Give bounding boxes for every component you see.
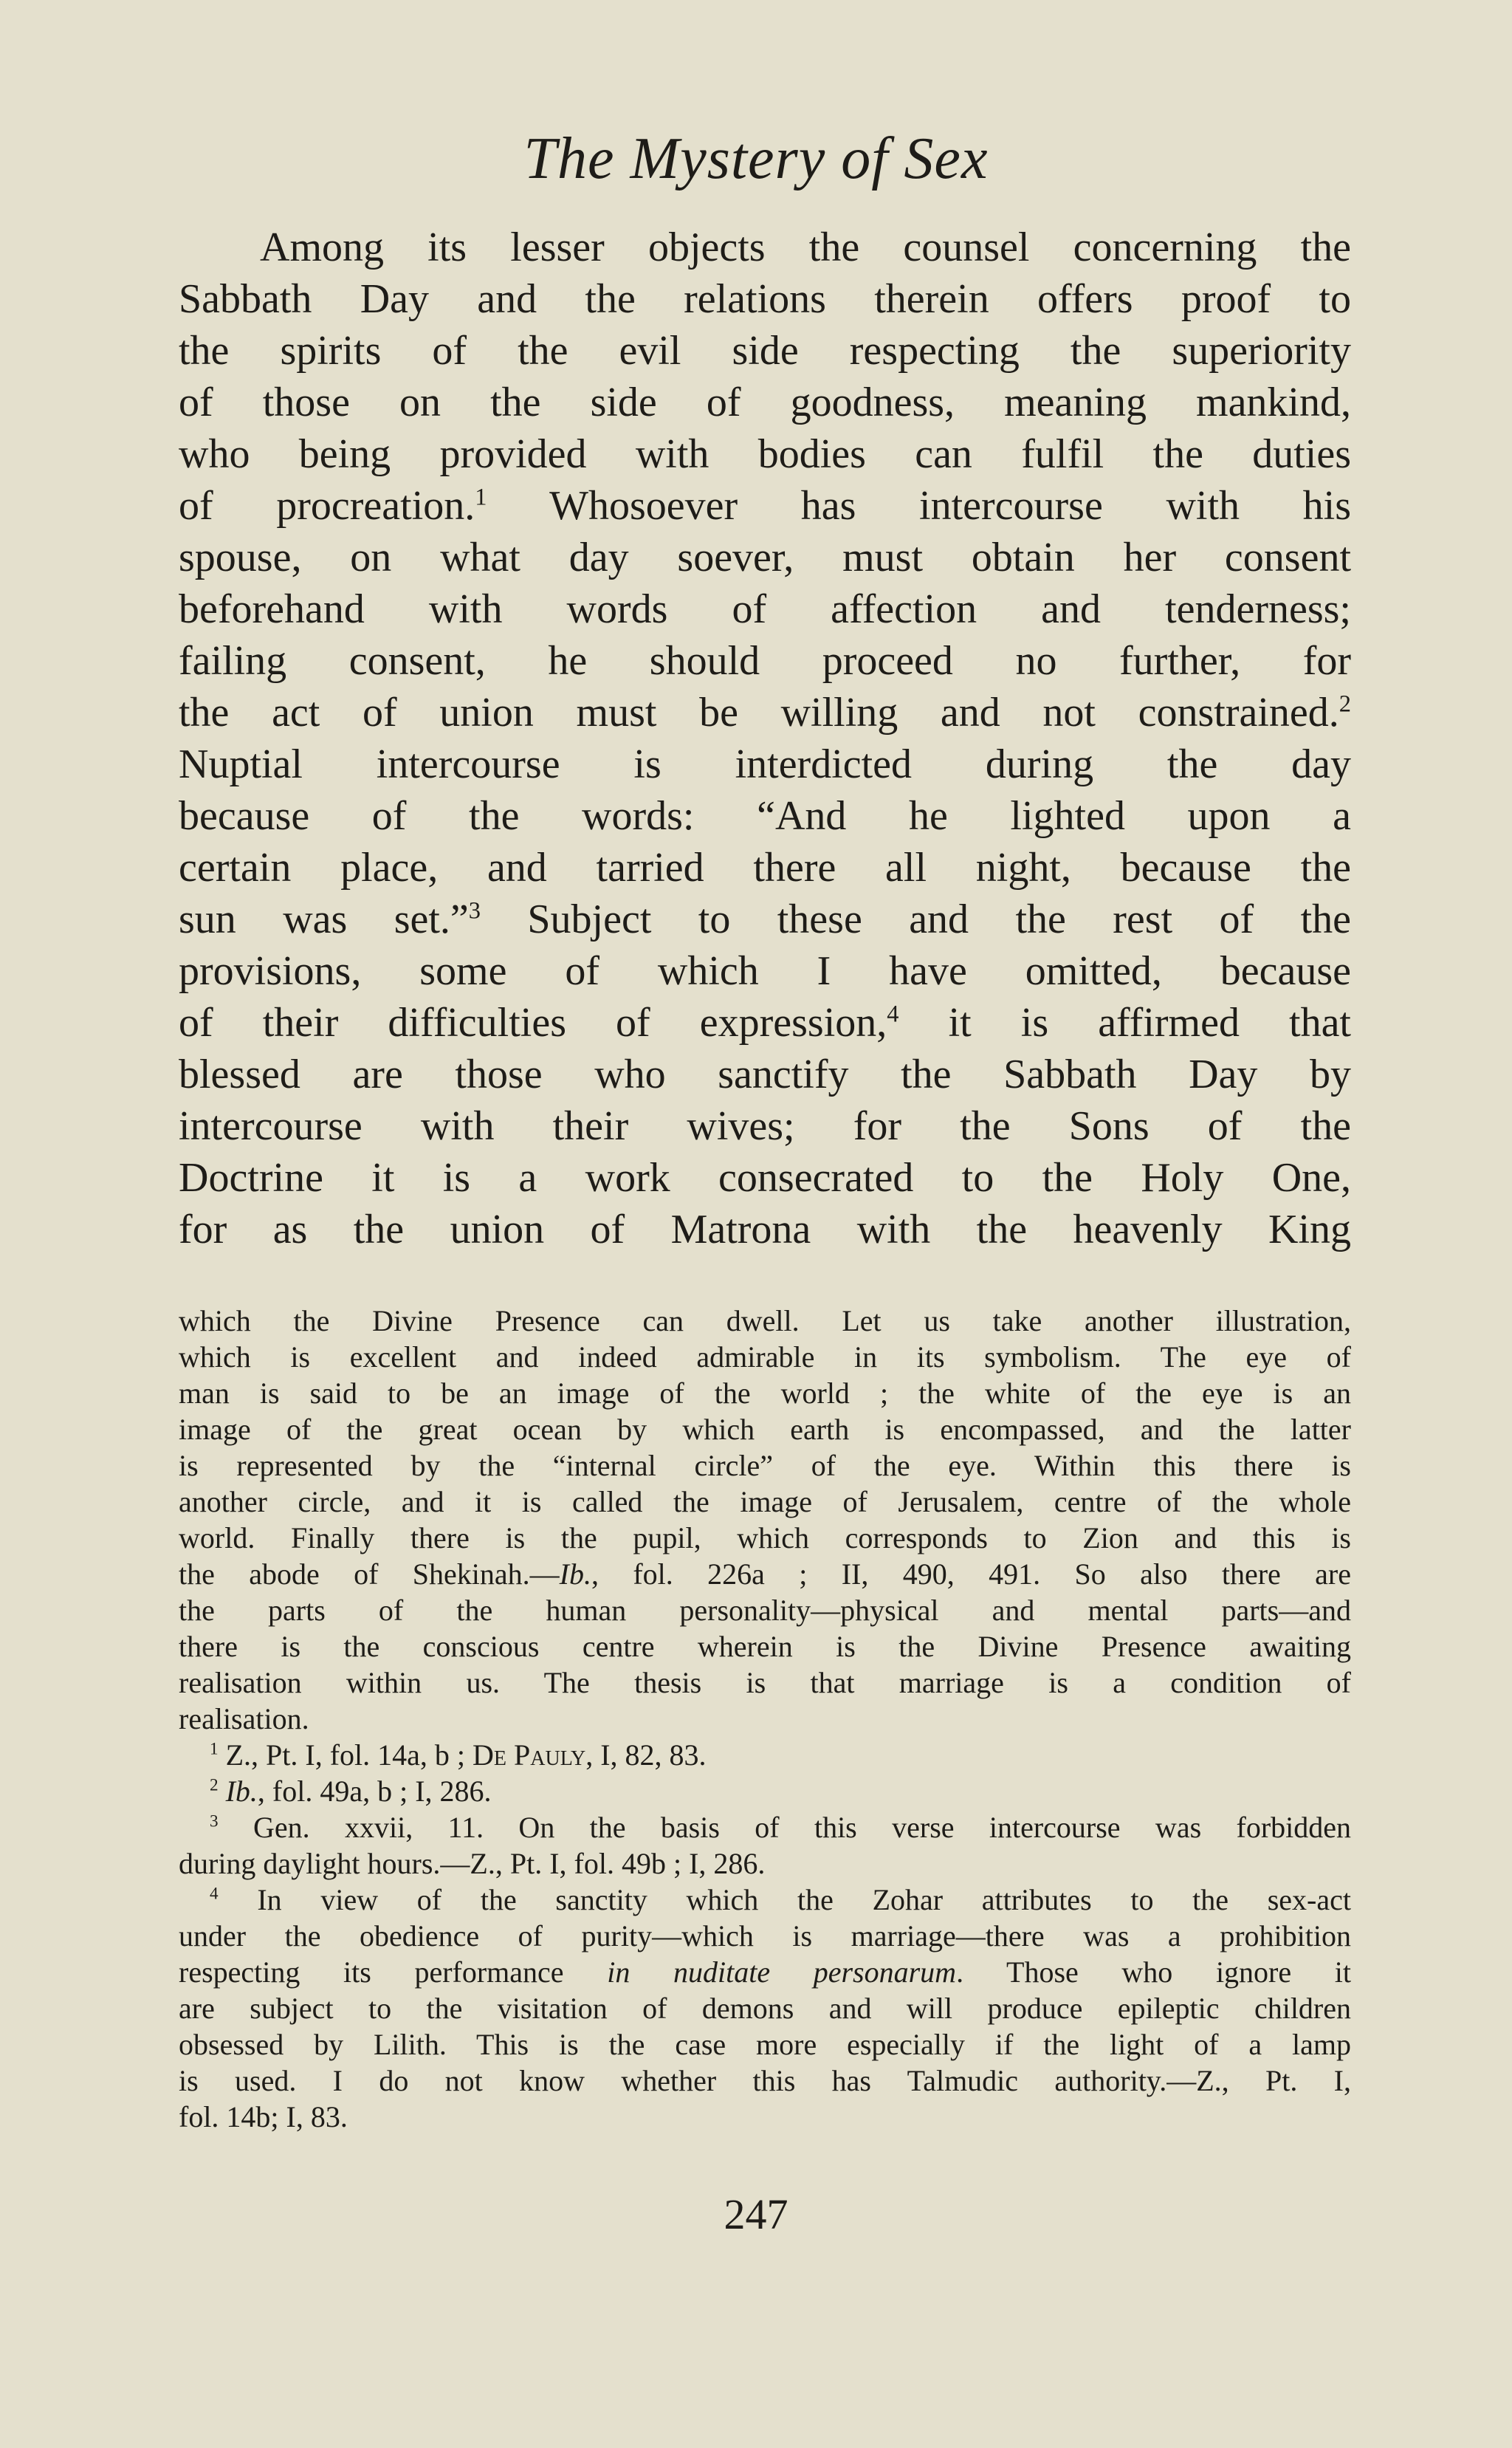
text-line: Doctrine it is a work consecrated to the Holy One, bbox=[179, 1155, 1351, 1201]
text-line: failing consent, he should proceed no further, for bbox=[179, 638, 1351, 684]
text-line bbox=[179, 997, 1351, 1049]
note-segment: the abode of Shekinah.— bbox=[179, 1557, 560, 1591]
note-segment: . Those who ignore it bbox=[956, 1955, 1352, 1989]
text-line: Among its lesser objects the counsel concerning the bbox=[260, 224, 1351, 270]
text-line: provisions, some of which I have omitted, because bbox=[179, 948, 1351, 994]
note-segment: respecting its performance bbox=[179, 1955, 608, 1989]
footnote-1 bbox=[179, 1737, 1351, 1773]
text-segment: of their difficulties of expression, bbox=[179, 1000, 887, 1046]
text-line: beforehand with words of affection and tenderness; bbox=[179, 586, 1351, 632]
note-line: there is the conscious centre wherein is the Divine Presence awaiting bbox=[179, 1630, 1351, 1663]
text-line: who being provided with bodies can fulfil the duties bbox=[179, 431, 1351, 477]
text-line bbox=[179, 894, 1351, 945]
text-line: because of the words: “And he lighted upon a bbox=[179, 793, 1351, 839]
text-line: certain place, and tarried there all night, because the bbox=[179, 845, 1351, 891]
footnote-ref-4: 4 bbox=[887, 1001, 899, 1028]
note-line: are subject to the visitation of demons and will produce epileptic children bbox=[179, 1992, 1351, 2025]
text-line bbox=[179, 480, 1351, 532]
note-line: the parts of the human personality—physical and mental parts—and bbox=[179, 1594, 1351, 1627]
note-segment: Gen. xxvii, 11. On the basis of this verse intercourse was forbidden bbox=[252, 1811, 1352, 1844]
note-line: image of the great ocean by which earth is encompassed, and the latter bbox=[179, 1413, 1351, 1446]
note-line: under the obedience of purity—which is marriage—there was a prohibition bbox=[179, 1919, 1351, 1952]
footnote-marker: 4 bbox=[210, 1884, 219, 1904]
note-segment: In view of the sanctity which the Zohar attributes to the sex-act bbox=[257, 1883, 1351, 1916]
footnote-ref-2: 2 bbox=[1339, 690, 1351, 718]
note-segment: , I, 82, 83. bbox=[585, 1738, 707, 1772]
note-line: is used. I do not know whether this has Talmudic authority.—Z., Pt. I, bbox=[179, 2064, 1351, 2097]
text-segment: it is affirmed that bbox=[898, 1000, 1351, 1046]
latin-phrase: in nuditate personarum bbox=[607, 1955, 957, 1989]
author-name: De Pauly bbox=[472, 1738, 586, 1772]
footnote-3 bbox=[179, 1809, 1351, 1845]
note-line: realisation within us. The thesis is that marriage is a condition of bbox=[179, 1666, 1351, 1699]
text-segment: Subject to these and the rest of the bbox=[481, 896, 1352, 942]
note-line: world. Finally there is the pupil, which corresponds to Zion and this is bbox=[179, 1521, 1351, 1554]
text-line: intercourse with their wives; for the Sons of the bbox=[179, 1103, 1351, 1149]
note-line: which is excellent and indeed admirable in its symbolism. The eye of bbox=[179, 1340, 1351, 1374]
text-segment: of procreation. bbox=[179, 483, 475, 529]
footnote-marker: 3 bbox=[210, 1811, 219, 1831]
note-line bbox=[179, 1556, 1351, 1592]
footnote-ref-3: 3 bbox=[468, 897, 481, 925]
footnote-2 bbox=[179, 1773, 1351, 1809]
note-line: during daylight hours.—Z., Pt. I, fol. 49b ; I, 286. bbox=[179, 1847, 766, 1880]
text-segment: the act of union must be willing and not constrained. bbox=[179, 690, 1339, 736]
text-line: for as the union of Matrona with the heavenly King bbox=[179, 1207, 1351, 1252]
text-line: of those on the side of goodness, meaning mankind, bbox=[179, 380, 1351, 425]
text-line: the spirits of the evil side respecting the superiority bbox=[179, 328, 1351, 374]
note-line: realisation. bbox=[179, 1702, 309, 1735]
text-line: Sabbath Day and the relations therein offers proof to bbox=[179, 276, 1351, 322]
note-line: another circle, and it is called the image of Jerusalem, centre of the whole bbox=[179, 1485, 1351, 1518]
note-line: which the Divine Presence can dwell. Let us take another illustration, bbox=[179, 1304, 1351, 1337]
running-header: The Mystery of Sex bbox=[523, 126, 989, 191]
text-line: Nuptial intercourse is interdicted during the day bbox=[179, 741, 1351, 787]
note-segment: Z., Pt. I, fol. 14a, b ; bbox=[225, 1738, 473, 1772]
text-line bbox=[179, 687, 1351, 738]
page-number: 247 bbox=[724, 2190, 788, 2238]
note-line: man is said to be an image of the world ; the white of the eye is an bbox=[179, 1376, 1351, 1410]
main-text bbox=[179, 222, 1351, 1255]
footnote-4 bbox=[179, 1882, 1351, 1918]
text-segment: Whosoever has intercourse with his bbox=[487, 483, 1351, 529]
note-segment: , fol. 226a ; II, 490, 491. So also there are bbox=[591, 1557, 1352, 1591]
note-line: fol. 14b; I, 83. bbox=[179, 2100, 348, 2133]
text-line: spouse, on what day soever, must obtain her consent bbox=[179, 535, 1351, 580]
note-line bbox=[179, 1954, 1351, 1990]
note-line: obsessed by Lilith. This is the case more especially if the light of a lamp bbox=[179, 2028, 1351, 2061]
ibid-ref: Ib. bbox=[559, 1557, 591, 1591]
footnote-ref-1: 1 bbox=[475, 484, 487, 511]
note-line: is represented by the “internal circle” of the eye. Within this there is bbox=[179, 1449, 1351, 1482]
footnote-marker: 2 bbox=[210, 1775, 219, 1795]
note-segment: , fol. 49a, b ; I, 286. bbox=[257, 1775, 492, 1808]
text-line: blessed are those who sanctify the Sabbath Day by bbox=[179, 1052, 1351, 1097]
footnotes bbox=[179, 1303, 1351, 2135]
ibid-ref: Ib. bbox=[225, 1775, 258, 1808]
footnote-marker: 1 bbox=[210, 1739, 219, 1759]
text-segment: sun was set.” bbox=[179, 896, 469, 942]
